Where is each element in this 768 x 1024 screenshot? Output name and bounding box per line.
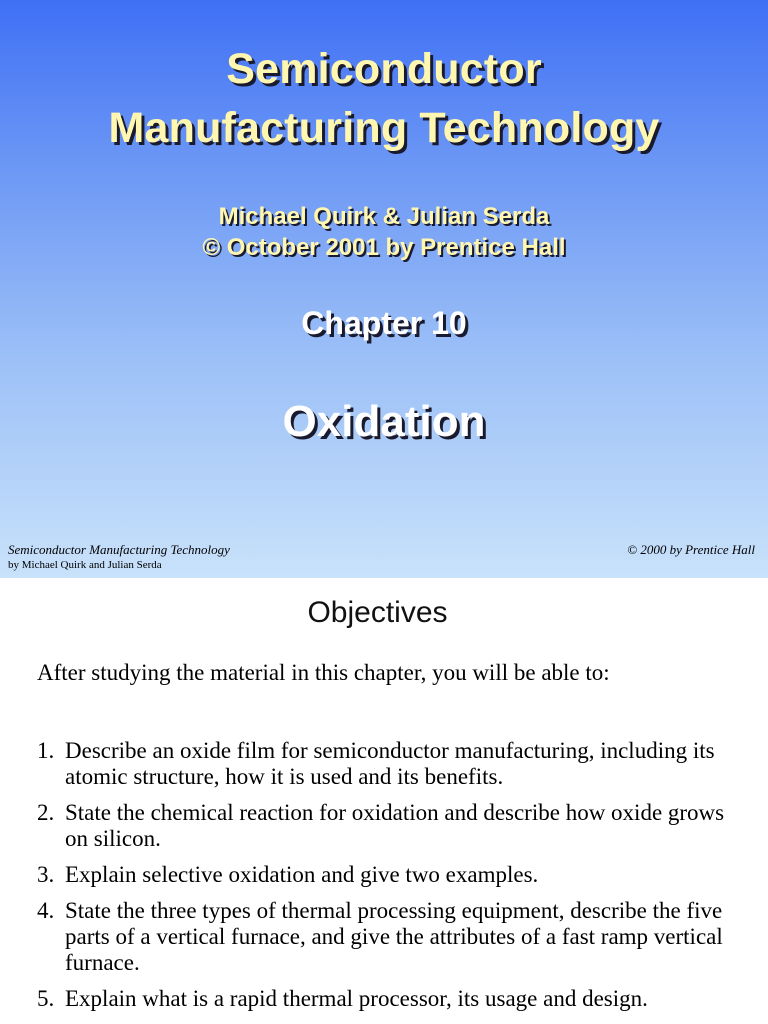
objective-number: 2. [37, 800, 55, 825]
objectives-list [37, 738, 737, 1022]
objective-item [37, 800, 737, 852]
chapter-label: Chapter 10 [301, 305, 467, 341]
footer-book-title: Semiconductor Manufacturing Technology [8, 542, 230, 557]
objective-text: Describe an oxide film for semiconductor manufacturing, including its atomic structure, how it is used and its benefits. [65, 738, 715, 789]
title-line-1: Semiconductor [226, 45, 542, 93]
objective-text: Explain what is a rapid thermal processor, its usage and design. [65, 986, 648, 1011]
footer-copyright: © 2000 by Prentice Hall [627, 542, 755, 557]
objective-item [37, 986, 737, 1012]
objective-number: 3. [37, 862, 55, 887]
objectives-heading: Objectives [307, 596, 448, 629]
objectives-intro: After studying the material in this chapter, you will be able to: [37, 660, 610, 685]
title-line-2: Manufacturing Technology [108, 104, 660, 152]
objective-item [37, 898, 737, 976]
footer-authors: by Michael Quirk and Julian Serda [8, 559, 162, 571]
objective-number: 4. [37, 898, 55, 923]
objective-text: State the chemical reaction for oxidation and describe how oxide grows on silicon. [65, 800, 725, 851]
copyright-line: © October 2001 by Prentice Hall [202, 234, 566, 261]
objective-text: Explain selective oxidation and give two examples. [65, 862, 539, 887]
chapter-topic: Oxidation [282, 397, 486, 446]
objective-number: 5. [37, 986, 55, 1011]
objective-item [37, 862, 737, 888]
objective-number: 1. [37, 738, 55, 763]
objective-item [37, 738, 737, 790]
author-line: Michael Quirk & Julian Serda [218, 203, 550, 230]
objectives-slide [0, 578, 768, 1024]
objective-text: State the three types of thermal processing equipment, describe the five parts of a vertical furnace, and give the attributes of a fast ramp vertical furnace. [65, 898, 723, 975]
